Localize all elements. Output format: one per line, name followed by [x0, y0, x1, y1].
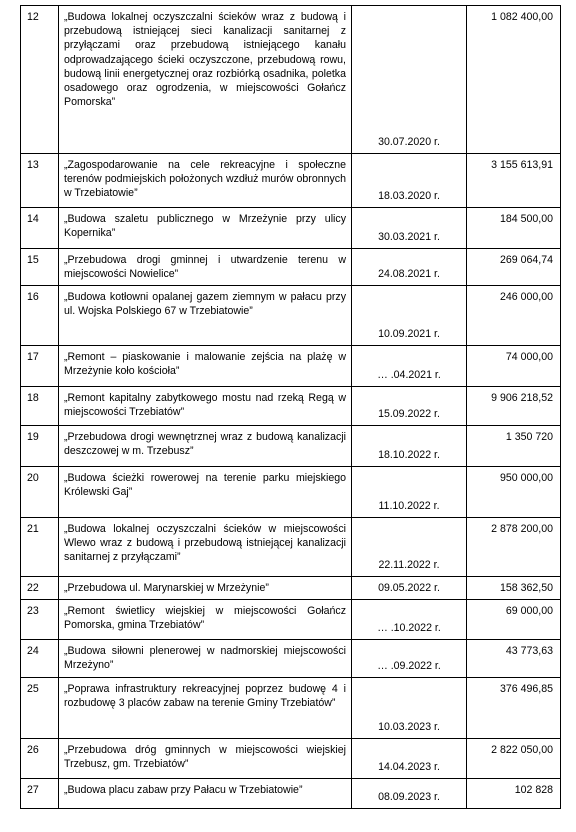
task-description: „Budowa lokalnej oczyszczalni ścieków w miejscowości Wlewo wraz z budową i przebudową istniejącej kanalizacji sanitarnej z przyłączami” [59, 518, 352, 577]
amount-value: 158 362,50 [467, 577, 561, 600]
task-description: „Remont – piaskowanie i malowanie zejścia na plażę w Mrzeżynie koło kościoła” [59, 346, 352, 387]
task-description: „Budowa lokalnej oczyszczalni ścieków wraz z budową i przebudową istniejącej sieci kanalizacji sanitarnej z przyłączami oraz przebudową istniejącego kanału odprowadzającego ścieki oczyszczone, przebudową rowu, budową linii energetycznej oraz rozbiórką osadnika, poletka osadowego oraz ogrodzenia, w miejscowości Gołańcz Pomorska” [59, 6, 352, 154]
task-description: „Budowa placu zabaw przy Pałacu w Trzebiatowie” [59, 779, 352, 809]
table-row [21, 426, 561, 467]
row-number: 21 [21, 518, 59, 577]
task-description: „Budowa szaletu publicznego w Mrzeżynie przy ulicy Kopernika” [59, 208, 352, 249]
amount-value: 69 000,00 [467, 600, 561, 640]
amount-value: 74 000,00 [467, 346, 561, 387]
row-number: 17 [21, 346, 59, 387]
table-row [21, 678, 561, 739]
table-row [21, 467, 561, 518]
table-row [21, 779, 561, 809]
table-row [21, 518, 561, 577]
table-row [21, 600, 561, 640]
table-row [21, 154, 561, 208]
table-row [21, 739, 561, 779]
row-number: 14 [21, 208, 59, 249]
task-description: „Przebudowa drogi wewnętrznej wraz z budową kanalizacji deszczowej w m. Trzebusz” [59, 426, 352, 467]
contract-date: 15.09.2022 r. [352, 387, 467, 426]
row-number: 22 [21, 577, 59, 600]
contract-date: … .10.2022 r. [352, 600, 467, 640]
contract-date: 30.07.2020 r. [352, 6, 467, 154]
table-row [21, 286, 561, 346]
investments-table [20, 5, 561, 809]
row-number: 19 [21, 426, 59, 467]
amount-value: 269 064,74 [467, 249, 561, 286]
amount-value: 246 000,00 [467, 286, 561, 346]
amount-value: 2 878 200,00 [467, 518, 561, 577]
amount-value: 1 350 720 [467, 426, 561, 467]
row-number: 15 [21, 249, 59, 286]
table-row [21, 640, 561, 678]
amount-value: 43 773,63 [467, 640, 561, 678]
amount-value: 9 906 218,52 [467, 387, 561, 426]
contract-date: 09.05.2022 r. [352, 577, 467, 600]
contract-date: … .09.2022 r. [352, 640, 467, 678]
table-row [21, 577, 561, 600]
task-description: „Przebudowa dróg gminnych w miejscowości wiejskiej Trzebusz, gm. Trzebiatów” [59, 739, 352, 779]
table-row [21, 346, 561, 387]
contract-date: 22.11.2022 r. [352, 518, 467, 577]
row-number: 13 [21, 154, 59, 208]
task-description: „Zagospodarowanie na cele rekreacyjne i społeczne terenów podmiejskich położonych wzdłuż murów obronnych w Trzebiatowie” [59, 154, 352, 208]
contract-date: 10.09.2021 r. [352, 286, 467, 346]
row-number: 27 [21, 779, 59, 809]
task-description: „Poprawa infrastruktury rekreacyjnej poprzez budowę 4 i rozbudowę 3 placów zabaw na terenie Gminy Trzebiatów” [59, 678, 352, 739]
row-number: 20 [21, 467, 59, 518]
contract-date: 24.08.2021 r. [352, 249, 467, 286]
amount-value: 102 828 [467, 779, 561, 809]
table-row [21, 387, 561, 426]
contract-date: 11.10.2022 r. [352, 467, 467, 518]
table-row [21, 208, 561, 249]
row-number: 24 [21, 640, 59, 678]
task-description: „Budowa kotłowni opalanej gazem ziemnym w pałacu przy ul. Wojska Polskiego 67 w Trzebiatowie” [59, 286, 352, 346]
task-description: „Przebudowa drogi gminnej i utwardzenie terenu w miejscowości Nowielice” [59, 249, 352, 286]
table-row [21, 249, 561, 286]
amount-value: 376 496,85 [467, 678, 561, 739]
row-number: 25 [21, 678, 59, 739]
task-description: „Przebudowa ul. Marynarskiej w Mrzeżynie” [59, 577, 352, 600]
contract-date: 30.03.2021 r. [352, 208, 467, 249]
row-number: 12 [21, 6, 59, 154]
task-description: „Budowa ścieżki rowerowej na terenie parku miejskiego Królewski Gaj” [59, 467, 352, 518]
table-row [21, 6, 561, 154]
contract-date: 18.03.2020 r. [352, 154, 467, 208]
amount-value: 184 500,00 [467, 208, 561, 249]
contract-date: 08.09.2023 r. [352, 779, 467, 809]
contract-date: 10.03.2023 r. [352, 678, 467, 739]
amount-value: 950 000,00 [467, 467, 561, 518]
table-body [21, 6, 561, 809]
task-description: „Remont kapitalny zabytkowego mostu nad rzeką Regą w miejscowości Trzebiatów” [59, 387, 352, 426]
row-number: 16 [21, 286, 59, 346]
row-number: 18 [21, 387, 59, 426]
contract-date: … .04.2021 r. [352, 346, 467, 387]
row-number: 26 [21, 739, 59, 779]
task-description: „Budowa siłowni plenerowej w nadmorskiej miejscowości Mrzeżyno” [59, 640, 352, 678]
amount-value: 2 822 050,00 [467, 739, 561, 779]
row-number: 23 [21, 600, 59, 640]
amount-value: 1 082 400,00 [467, 6, 561, 154]
contract-date: 14.04.2023 r. [352, 739, 467, 779]
contract-date: 18.10.2022 r. [352, 426, 467, 467]
amount-value: 3 155 613,91 [467, 154, 561, 208]
task-description: „Remont świetlicy wiejskiej w miejscowości Gołańcz Pomorska, gmina Trzebiatów” [59, 600, 352, 640]
